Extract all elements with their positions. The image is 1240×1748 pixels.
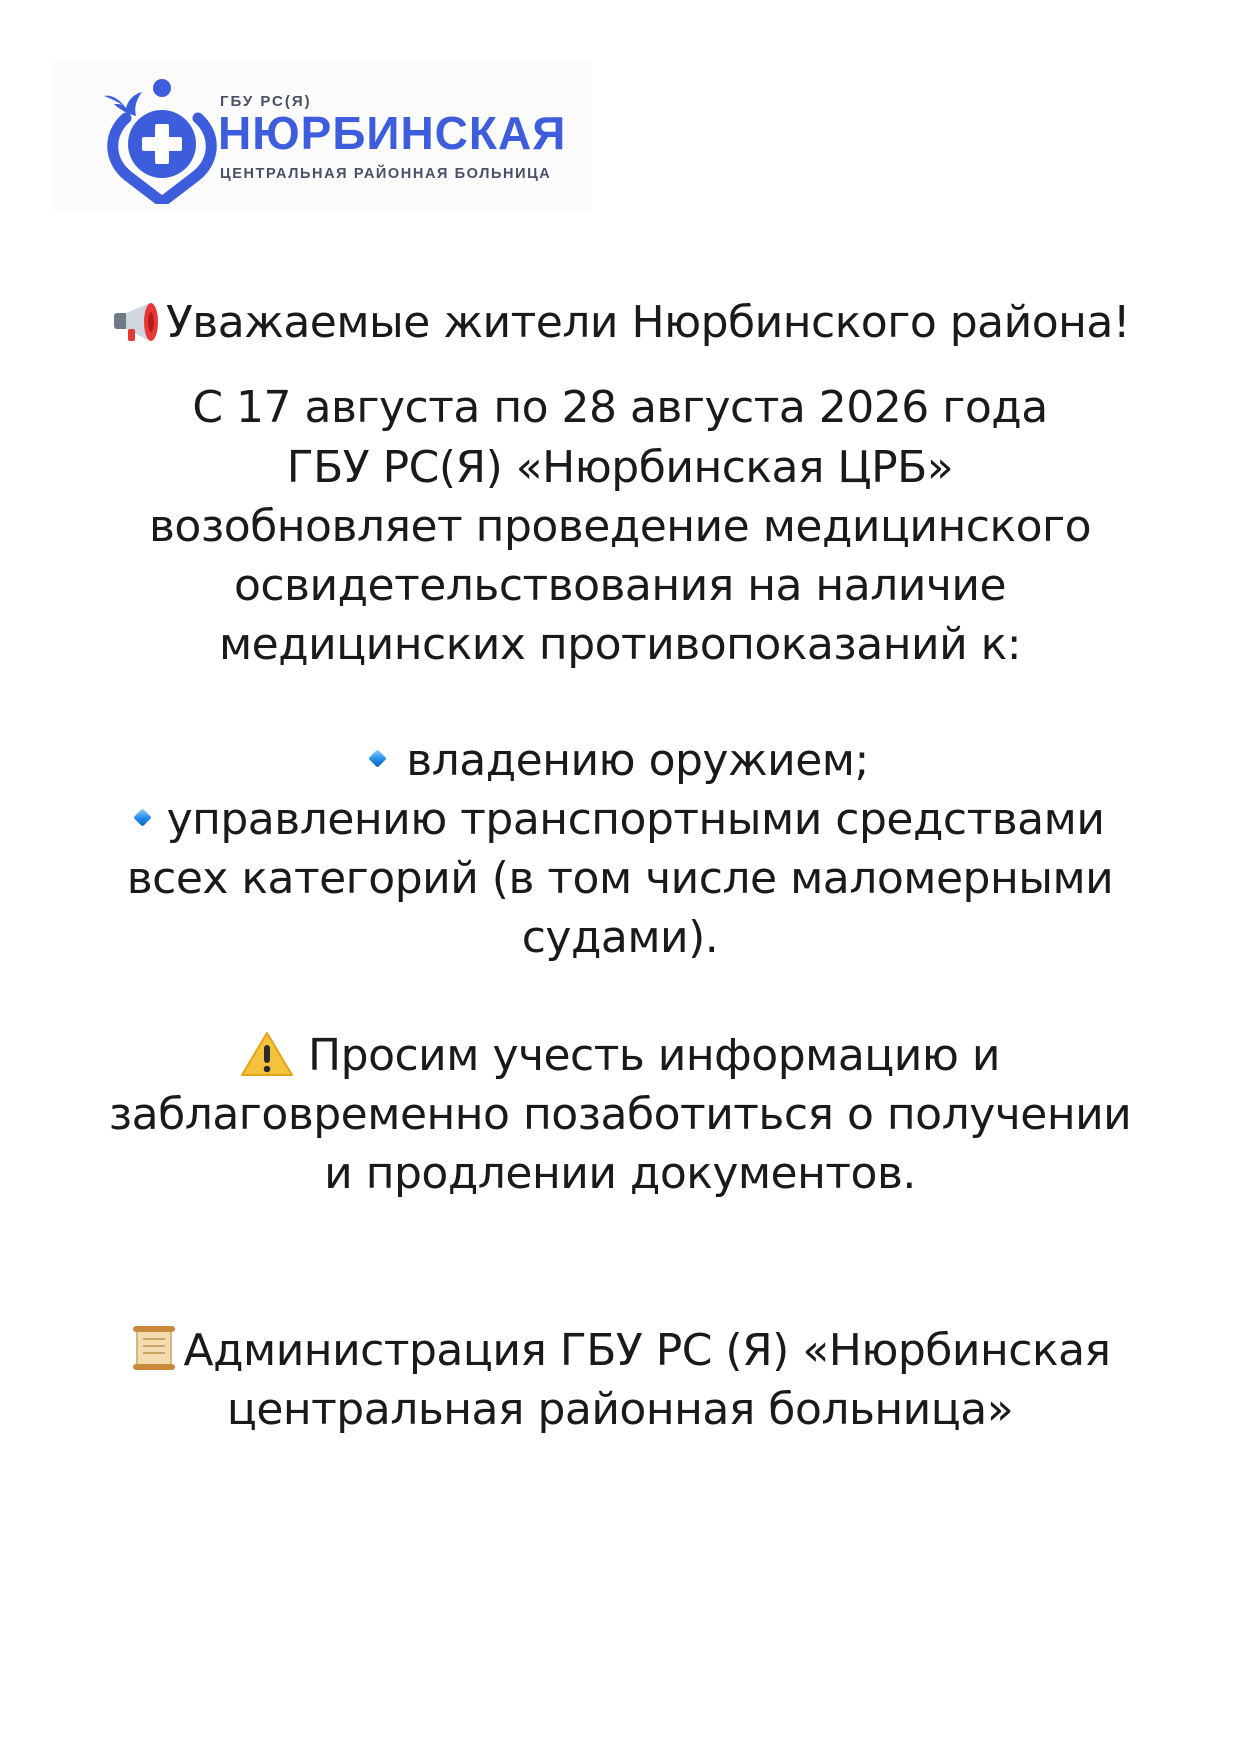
blue-diamond-icon — [368, 749, 386, 767]
signature — [0, 1318, 1240, 1384]
logo-org: ГБУ РС(Я) — [220, 93, 312, 110]
greeting — [0, 290, 1240, 356]
bullet-item-weapons — [0, 728, 1240, 794]
intro-line: С 17 августа по 28 августа 2026 года — [192, 382, 1048, 433]
intro-line: медицинских противопоказаний к: — [218, 619, 1022, 670]
greeting-text: Уважаемые жители Нюрбинского района! — [165, 297, 1131, 348]
heart-cross-logo-icon — [98, 74, 228, 204]
intro-line: ГБУ РС(Я) «Нюрбинская ЦРБ» — [286, 442, 954, 493]
warning-icon — [240, 1030, 294, 1078]
intro-line: возобновляет проведение медицинского — [148, 501, 1092, 552]
hospital-logo — [52, 62, 592, 212]
blue-diamond-icon — [133, 808, 151, 826]
megaphone-icon — [110, 299, 162, 345]
bullet-item-vehicles — [0, 787, 1240, 853]
logo-subtitle: ЦЕНТРАЛЬНАЯ РАЙОННАЯ БОЛЬНИЦА — [220, 166, 552, 182]
scroll-icon — [129, 1323, 179, 1373]
signature-line: центральная районная больница» — [226, 1384, 1014, 1435]
logo-name: НЮРБИНСКАЯ — [218, 107, 567, 159]
bullet-continuation: судами). — [521, 912, 719, 963]
bullet-text: управлению транспортными средствами — [166, 794, 1105, 845]
notice-line: заблаговременно позаботиться о получении — [108, 1089, 1132, 1140]
notice — [0, 1023, 1240, 1089]
bullet-text: владению оружием; — [406, 735, 869, 786]
signature-text: Администрация ГБУ РС (Я) «Нюрбинская — [183, 1325, 1111, 1376]
intro-line: освидетельствования на наличие — [233, 560, 1007, 611]
notice-line: и продлении документов. — [324, 1148, 916, 1199]
bullet-continuation: всех категорий (в том числе маломерными — [126, 853, 1114, 904]
notice-text: Просим учесть информацию и — [308, 1030, 1000, 1081]
